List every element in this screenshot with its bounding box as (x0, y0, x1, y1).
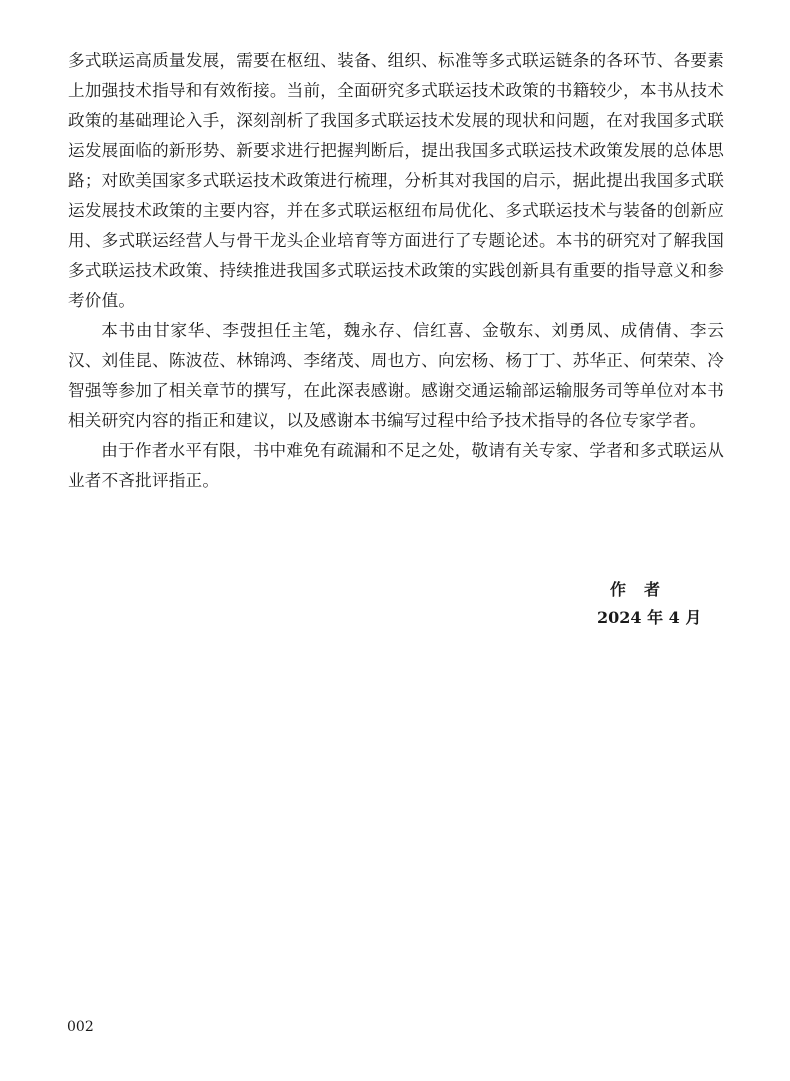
signature-date: 2024 年 4 月 (597, 608, 702, 627)
paragraph-2: 本书由甘家华、李弢担任主笔，魏永存、信红喜、金敬东、刘勇凤、成倩倩、李云汉、刘佳昆、陈波莅、林锦鸿、李绪茂、周也方、向宏杨、杨丁丁、苏华正、何荣荣、冷智强等参加了相关章节的撰写，在此深表感谢。感谢交通运输部运输服务司等单位对本书相关研究内容的指正和建议，以及感谢本书编写过程中给予技术指导的各位专家学者。 (68, 321, 724, 430)
paragraph-3: 由于作者水平有限，书中难免有疏漏和不足之处，敬请有关专家、学者和多式联运从业者不吝批评指正。 (68, 441, 724, 490)
preface-body (68, 46, 724, 496)
page-number: 002 (67, 1019, 94, 1035)
paragraph-1: 多式联运高质量发展，需要在枢纽、装备、组织、标准等多式联运链条的各环节、各要素上加强技术指导和有效衔接。当前，全面研究多式联运技术政策的书籍较少，本书从技术政策的基础理论入手，深刻剖析了我国多式联运技术发展的现状和问题，在对我国多式联运发展面临的新形势、新要求进行把握判断后，提出我国多式联运技术政策发展的总体思路；对欧美国家多式联运技术政策进行梳理，分析其对我国的启示，据此提出我国多式联运发展技术政策的主要内容，并在多式联运枢纽布局优化、多式联运技术与装备的创新应用、多式联运经营人与骨干龙头企业培育等方面进行了专题论述。本书的研究对了解我国多式联运技术政策、持续推进我国多式联运技术政策的实践创新具有重要的指导意义和参考价值。 (68, 51, 724, 310)
signature-author: 作 者 (610, 580, 662, 599)
